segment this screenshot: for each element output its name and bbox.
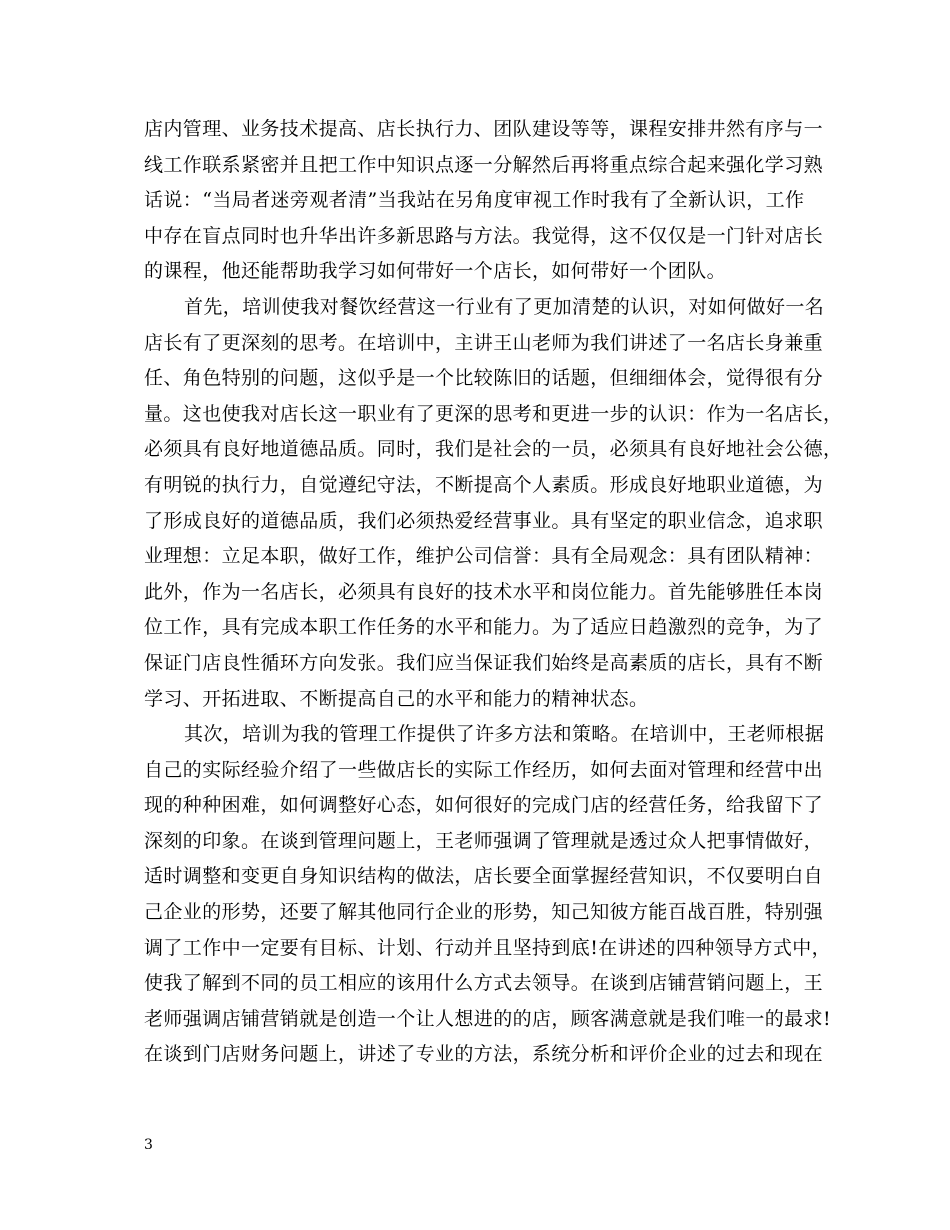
text-line: 首先，培训使我对餐饮经营这一行业有了更加清楚的认识，对如何做好一名 [184,295,825,318]
text-line: 调了工作中一定要有目标、计划、行动并且坚持到底!在讲述的四种领导方式中， [144,936,832,959]
paragraph [144,290,843,717]
text-line: 此外，作为一名店长，必须具有良好的技术水平和岗位能力。首先能够胜任本岗 [144,580,824,603]
body-text [144,112,843,1073]
text-line: 任、角色特别的问题，这似乎是一个比较陈旧的话题，但细细体会，觉得很有分 [144,367,824,390]
text-line: 现的种种困难，如何调整好心态，如何很好的完成门店的经营任务，给我留下了 [144,794,824,817]
text-line: 深刻的印象。在谈到管理问题上，王老师强调了管理就是透过众人把事情做好， [144,829,824,852]
text-line: 了形成良好的道德品质，我们必须热爱经营事业。具有坚定的职业信念，追求职 [144,509,824,532]
text-line: 其次，培训为我的管理工作提供了许多方法和策略。在培训中，王老师根据 [184,723,825,746]
text-line: 使我了解到不同的员工相应的该用什么方式去领导。在谈到店铺营销问题上，王 [144,972,824,995]
text-line: 在谈到门店财务问题上，讲述了专业的方法，系统分析和评价企业的过去和现在 [144,1043,824,1066]
paragraph [144,112,824,290]
text-line: 店内管理、业务技术提高、店长执行力、团队建设等等，课程安排井然有序与一 [144,118,824,140]
text-line: 保证门店良性循环方向发张。我们应当保证我们始终是高素质的店长，具有不断 [144,651,824,674]
text-line: 自己的实际经验介绍了一些做店长的实际工作经历，如何去面对管理和经营中出 [144,758,824,781]
text-line: 必须具有良好地道德品质。同时，我们是社会的一员，必须具有良好地社会公德， [144,438,843,461]
text-line: 店长有了更深刻的思考。在培训中，主讲王山老师为我们讲述了一名店长身兼重 [144,331,824,354]
text-line: 己企业的形势，还要了解其他同行企业的形势，知己知彼方能百战百胜，特别强 [144,901,824,924]
paragraph [144,717,832,1073]
text-line: 学习、开拓进取、不断提高自己的水平和能力的精神状态。 [144,687,649,710]
text-line: 位工作，具有完成本职工作任务的水平和能力。为了适应日趋激烈的竞争，为了 [144,616,824,639]
text-line: 话说：“当局者迷旁观者清”当我站在另角度审视工作时我有了全新认识，工作 [144,189,805,212]
text-line: 中存在盲点同时也升华出许多新思路与方法。我觉得，这不仅仅是一门针对店长 [144,224,824,247]
text-line: 有明锐的执行力，自觉遵纪守法，不断提高个人素质。形成良好地职业道德，为 [144,473,824,496]
text-line: 老师强调店铺营销就是创造一个让人想进的的店，顾客满意就是我们唯一的最求! [144,1007,832,1030]
text-line: 线工作联系紧密并且把工作中知识点逐一分解然后再将重点综合起来强化学习熟 [144,153,824,176]
text-line: 适时调整和变更自身知识结构的做法，店长要全面掌握经营知识，不仅要明白自 [144,865,824,888]
text-line: 业理想：立足本职，做好工作，维护公司信誉：具有全局观念：具有团队精神： [144,545,824,568]
text-line: 的课程，他还能帮助我学习如何带好一个店长，如何带好一个团队。 [144,260,727,283]
page-number: 3 [144,1137,153,1153]
text-line: 量。这也使我对店长这一职业有了更深的思考和更进一步的认识：作为一名店长， [144,402,843,425]
